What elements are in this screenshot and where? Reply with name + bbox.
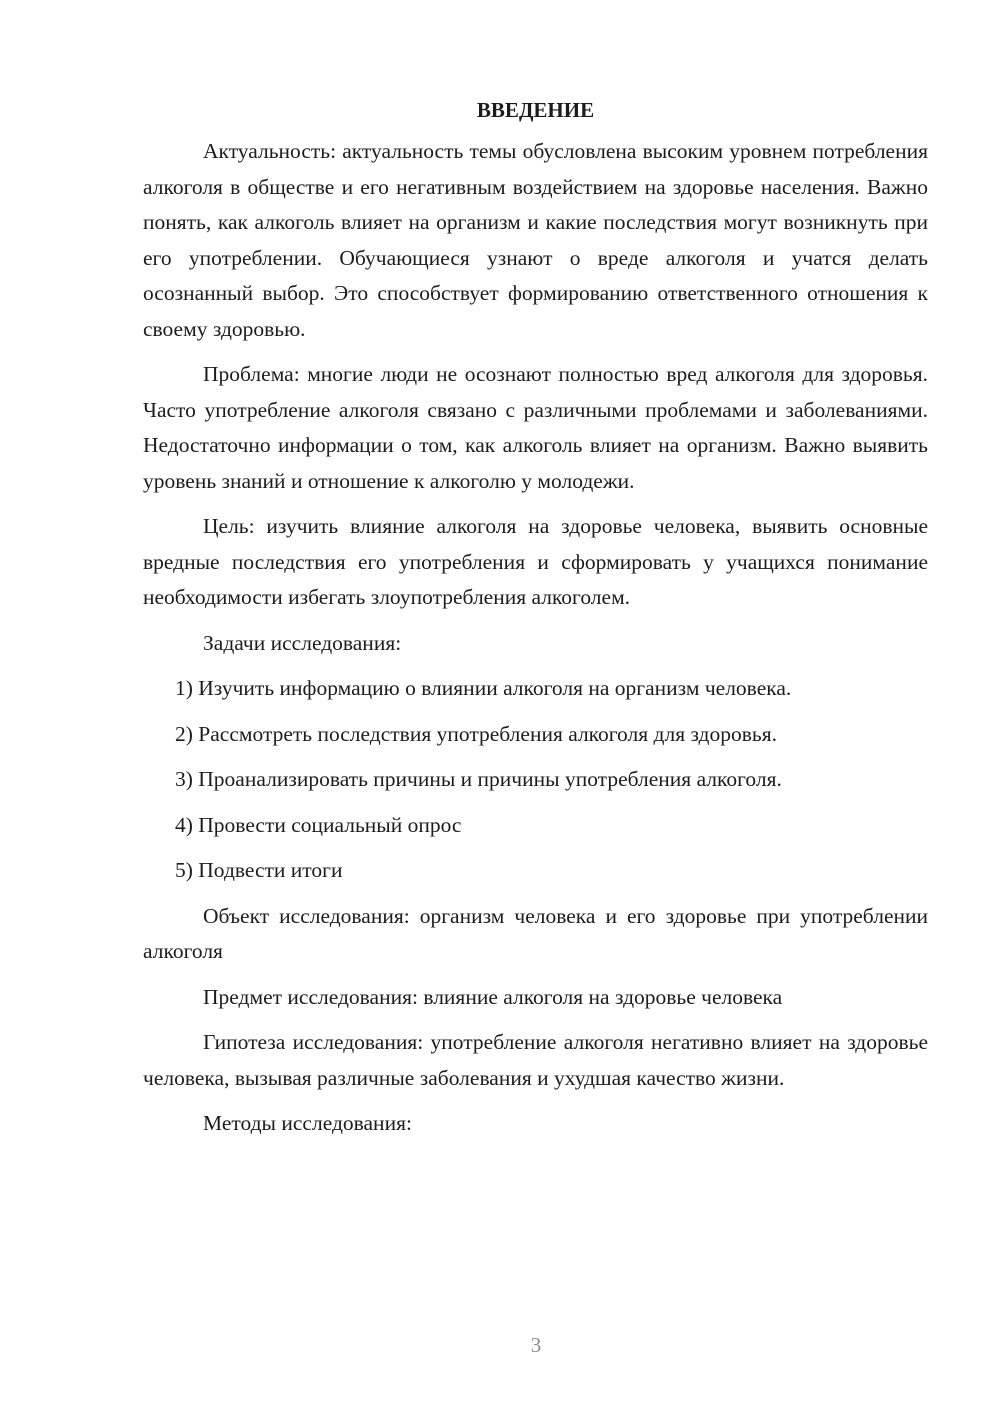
paragraph-problem: Проблема: многие люди не осознают полностью вред алкоголя для здоровья. Часто употребление алкоголя связано с различными проблемами и заболеваниями. Недостаточно информации о том, как алкоголь влияет на организм. Важно выявить уровень знаний и отношение к алкоголю у молодежи. <box>143 362 928 493</box>
paragraph-goal: Цель: изучить влияние алкоголя на здоровье человека, выявить основные вредные последствия его употребления и сформировать у учащихся понимание необходимости избегать злоупотребления алкоголем. <box>143 514 928 609</box>
paragraph-object: Объект исследования: организм человека и его здоровье при употреблении алкоголя <box>143 903 928 963</box>
paragraph-relevance: Актуальность: актуальность темы обусловлена высоким уровнем потребления алкоголя в обществе и его негативным воздействием на здоровье населения. Важно понять, как алкоголь влияет на организм и какие последствия могут возникнуть при его употреблении. Обучающиеся узнают о вреде алкоголя и учатся делать осознанный выбор. Это способствует формированию ответственного отношения к своему здоровью. <box>143 139 928 341</box>
paragraph-subject: Предмет исследования: влияние алкоголя на здоровье человека <box>203 984 783 1009</box>
list-item: 1) Изучить информацию о влиянии алкоголя на организм человека. <box>175 676 792 700</box>
list-item: 2) Рассмотреть последствия употребления алкоголя для здоровья. <box>175 721 777 746</box>
page-number: 3 <box>530 1333 542 1357</box>
paragraph-hypothesis: Гипотеза исследования: употребление алкоголя негативно влияет на здоровье человека, вызывая различные заболевания и ухудшая качество жизни. <box>143 1030 928 1090</box>
list-item: 5) Подвести итоги <box>175 858 343 882</box>
document-title: ВВЕДЕНИЕ <box>476 98 595 122</box>
list-item: 4) Провести социальный опрос <box>175 812 462 837</box>
methods-heading: Методы исследования: <box>203 1111 412 1135</box>
tasks-list <box>143 671 928 889</box>
tasks-heading: Задачи исследования: <box>203 630 402 655</box>
document-page <box>143 96 928 1152</box>
list-item: 3) Проанализировать причины и причины употребления алкоголя. <box>175 767 782 791</box>
